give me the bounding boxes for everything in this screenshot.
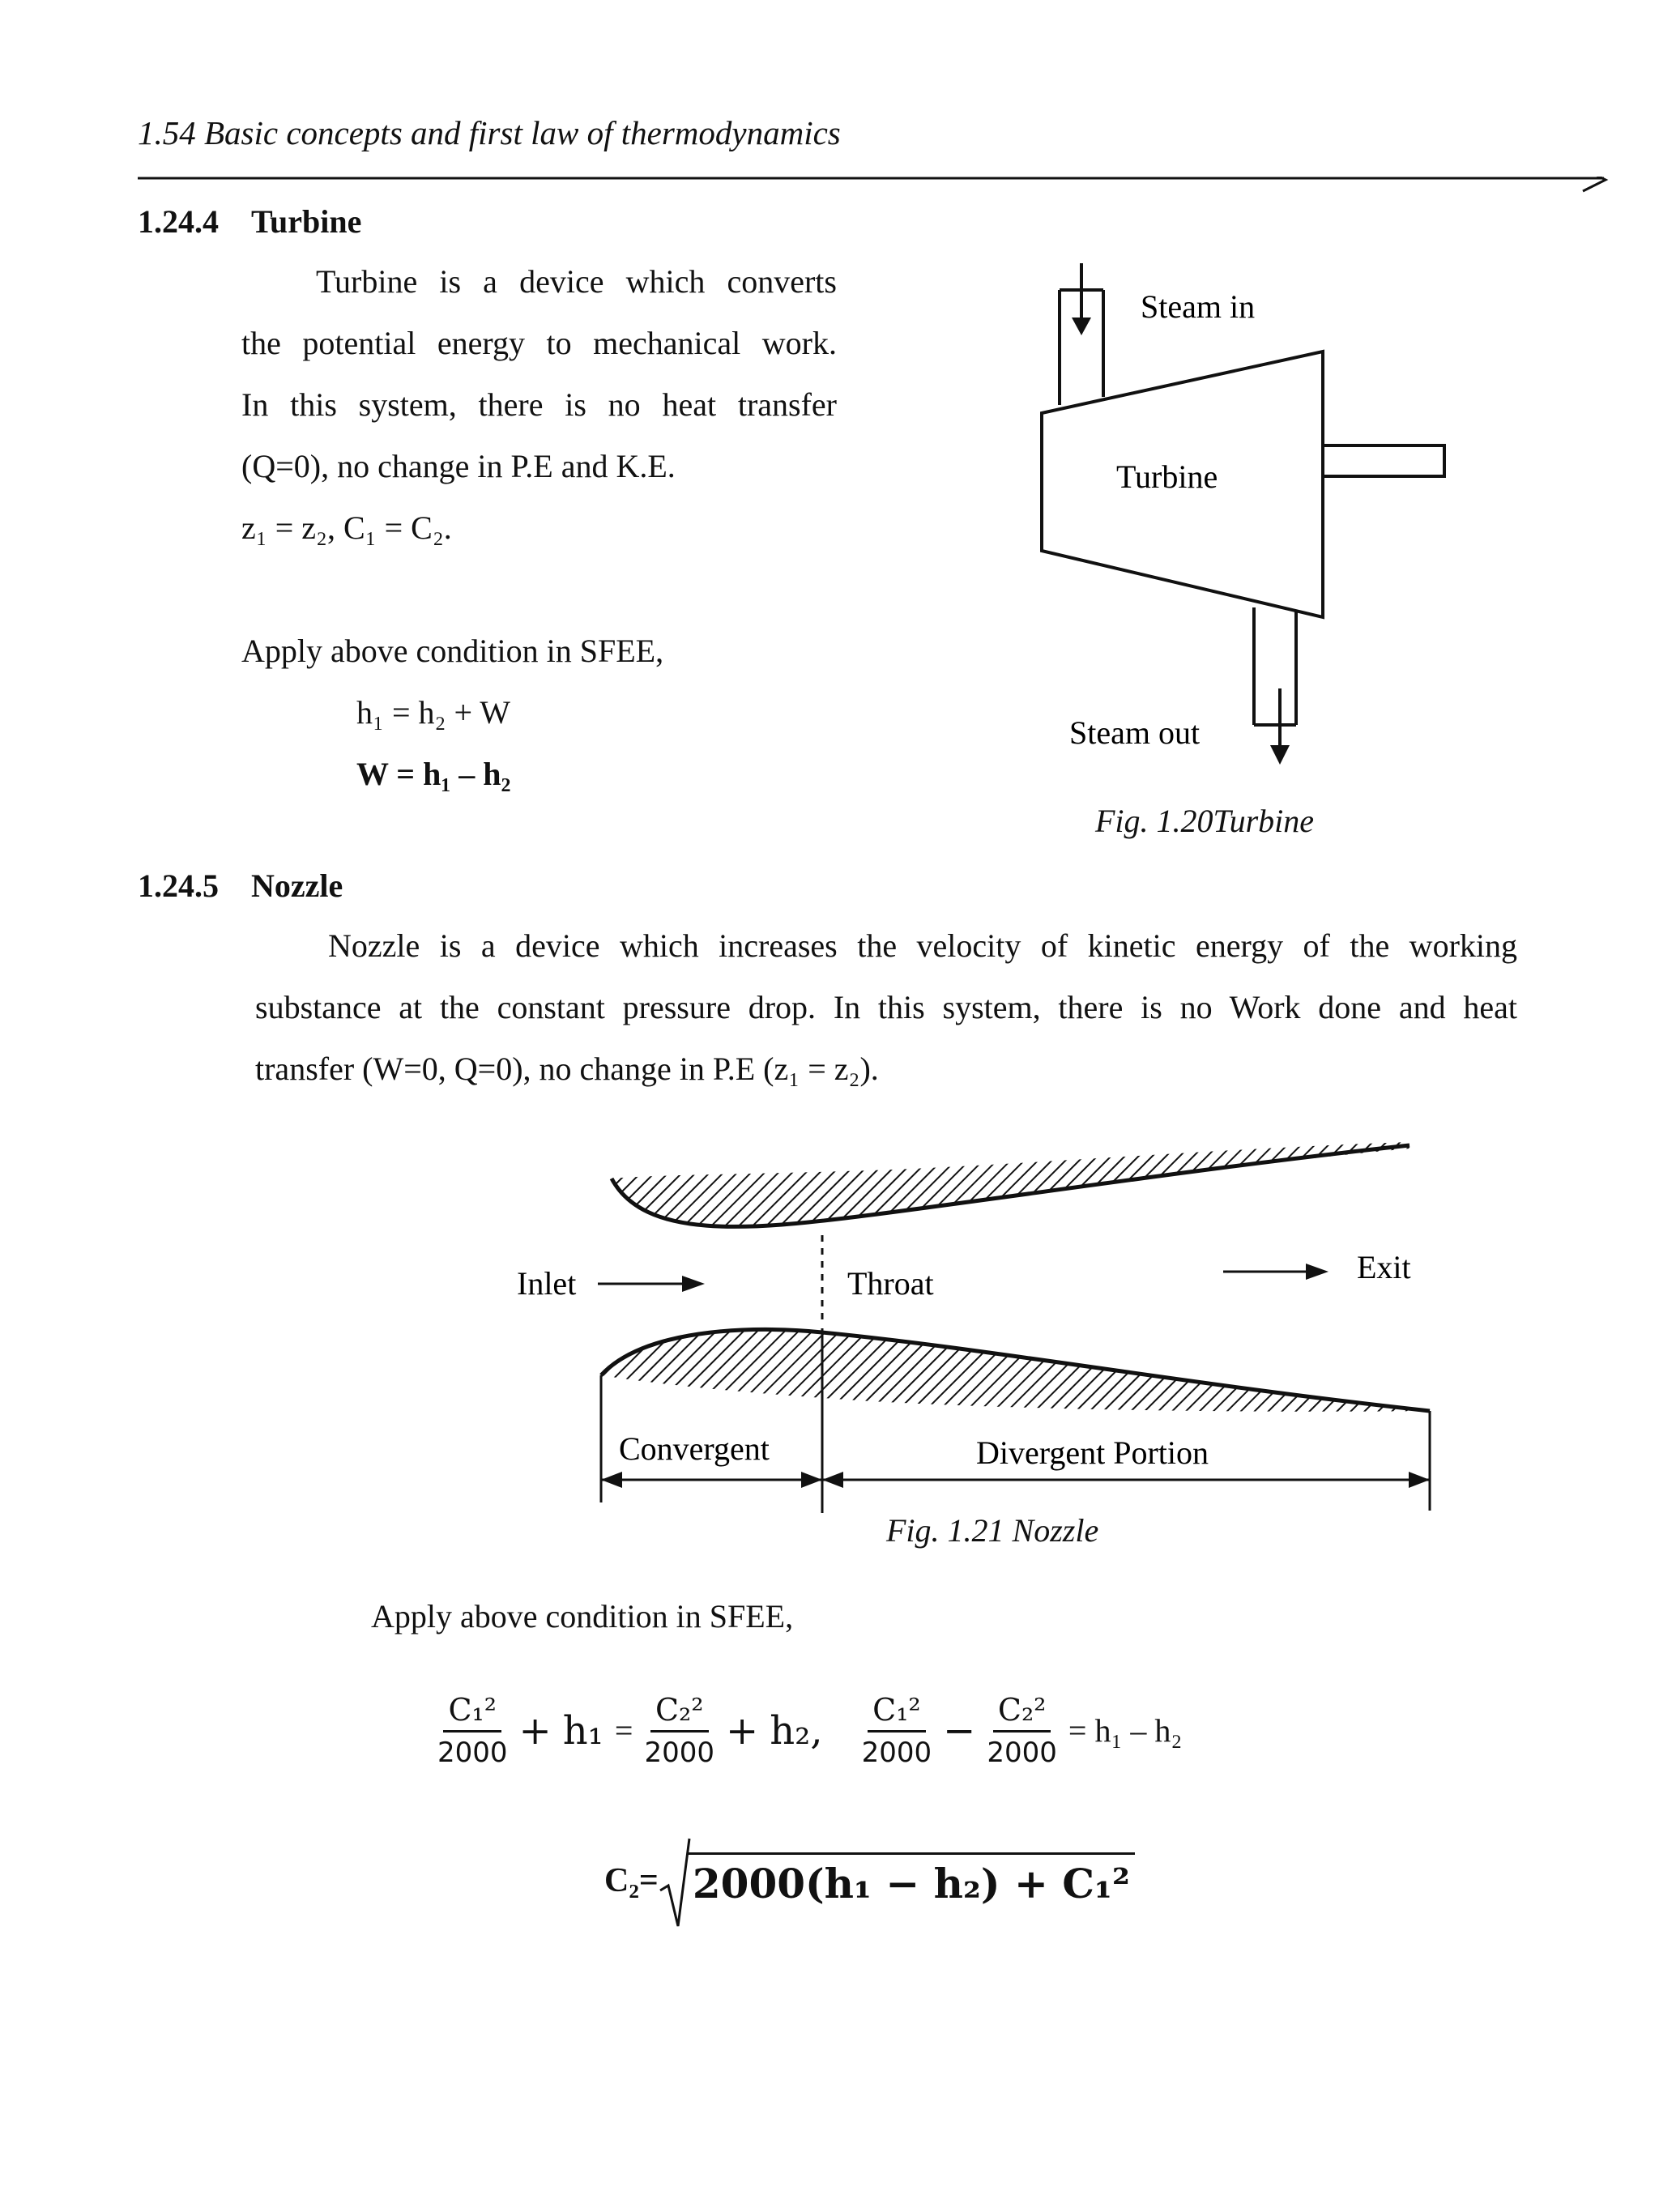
radicand: 2000(h₁ − h₂) + C₁² (688, 1852, 1135, 1907)
steam-out-label: Steam out (1069, 714, 1201, 751)
turbine-diagram (1021, 251, 1474, 786)
final-lhs: C₂= (604, 1862, 659, 1899)
fraction: $\frac{\text{C₂²}}{2000}$ (987, 1692, 1057, 1769)
throat-label: Throat (847, 1265, 934, 1302)
turbine-equation-2: W = h₁ – h₂ (356, 756, 511, 792)
section-title: Turbine (251, 203, 362, 240)
nozzle-paragraph (255, 915, 1517, 1100)
upper-wall-hatch (612, 1142, 1410, 1226)
header-rule (138, 177, 1612, 199)
inlet-arrow (682, 1276, 705, 1292)
paragraph-line: Turbine is a device which converts (316, 263, 837, 300)
sfee-equation: $\frac{\text{C₁²}}{2000}$ + h₁ = $\frac{\text{C₂²}}{2000}$ + h₂, $\frac{\text{C₁²}}{2000}$ − $\frac{\text{C₂²}}{2000}$ = h₁ – h₂ (437, 1692, 1183, 1769)
nozzle-apply-text: Apply above condition in SFEE, (371, 1598, 794, 1634)
running-header: 1.54 Basic concepts and first law of thermodynamics (138, 114, 841, 151)
nozzle-caption: Fig. 1.21 Nozzle (886, 1512, 1099, 1549)
convergent-label: Convergent (619, 1430, 770, 1467)
divergent-label: Divergent Portion (976, 1434, 1209, 1471)
section-heading-nozzle (138, 867, 343, 905)
turbine-paragraph (241, 251, 837, 559)
section-number: 1.24.4 (138, 203, 219, 240)
fraction: $\frac{\text{C₁²}}{2000}$ (861, 1692, 932, 1769)
nozzle-diagram (502, 1118, 1442, 1523)
final-equation (604, 1832, 1135, 1929)
paragraph-line: In this system, there is no heat transfer (241, 386, 837, 423)
inlet-label: Inlet (517, 1265, 577, 1302)
paragraph-line: (Q=0), no change in P.E and K.E. (241, 448, 676, 484)
fraction: $\frac{\text{C₁²}}{2000}$ (437, 1692, 508, 1769)
paragraph-line: Nozzle is a device which increases the velocity of kinetic energy of the working (328, 927, 1517, 964)
turbine-caption: Fig. 1.20Turbine (1095, 803, 1315, 839)
turbine-apply-text: Apply above condition in SFEE, (241, 633, 664, 669)
exit-arrow (1306, 1264, 1328, 1280)
radical-sign (659, 1832, 691, 1929)
section-number: 1.24.5 (138, 867, 219, 904)
turbine-equation-1: h₁ = h₂ + W (356, 694, 511, 731)
steam-in-label: Steam in (1141, 288, 1256, 325)
condition-line: z₁ = z₂, C₁ = C₂. (241, 509, 452, 546)
paragraph-line: substance at the constant pressure drop. In this system, there is no Work done and heat (255, 989, 1517, 1025)
exit-label: Exit (1357, 1249, 1411, 1285)
fraction: $\frac{\text{C₂²}}{2000}$ (644, 1692, 714, 1769)
lower-wall-hatch (601, 1329, 1430, 1411)
section-title: Nozzle (251, 867, 343, 904)
paragraph-line: transfer (W=0, Q=0), no change in P.E (z₁ = z₂). (255, 1051, 879, 1087)
section-heading-turbine (138, 202, 361, 241)
turbine-label: Turbine (1116, 458, 1218, 495)
paragraph-line: the potential energy to mechanical work. (241, 325, 837, 361)
turbine-shaft (1323, 445, 1444, 476)
